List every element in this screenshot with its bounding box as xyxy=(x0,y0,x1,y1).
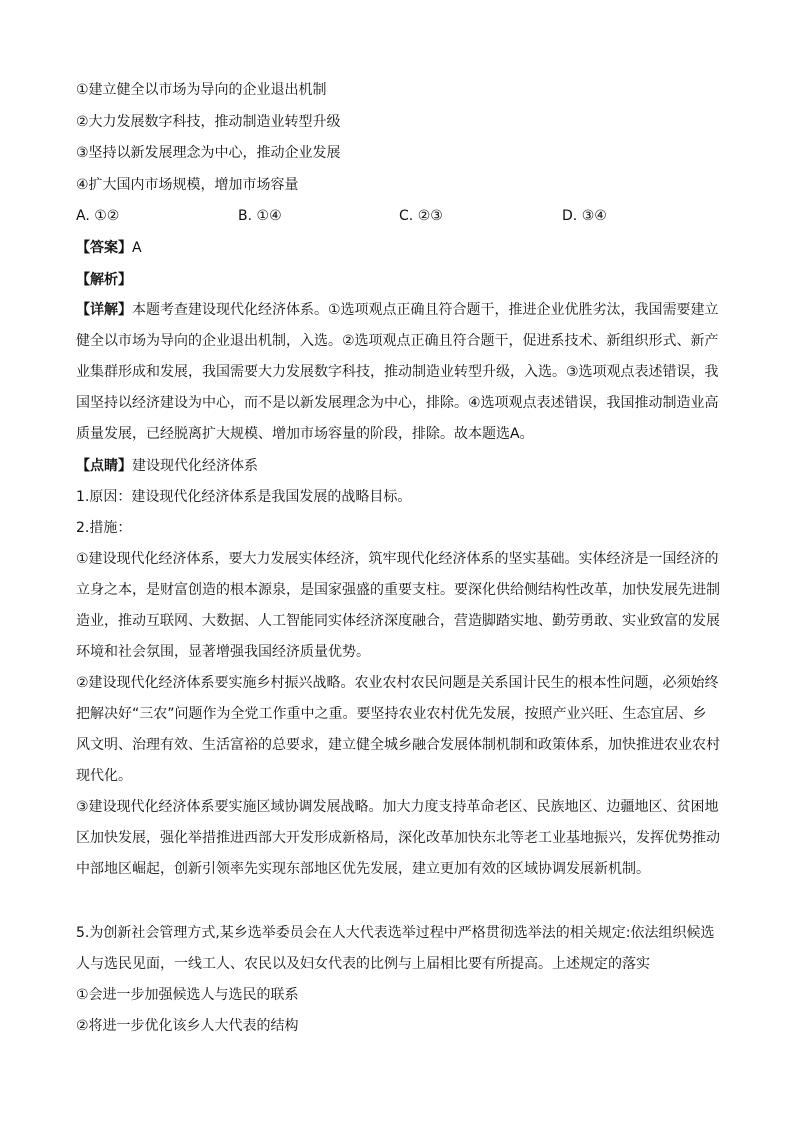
q5-stem-line-2: 人与选民见面，一线工人、农民以及妇女代表的比例与上届相比要有所提高。上述规定的落实 xyxy=(76,956,650,972)
choice-c-value: ②③ xyxy=(417,208,443,224)
choice-a[interactable] xyxy=(76,206,119,226)
tip-line-6: 环境和社会氛围，显著增强我国经济质量优势。 xyxy=(76,644,370,660)
tip-title: 建设现代化经济体系 xyxy=(132,458,258,474)
choice-d[interactable] xyxy=(562,206,607,226)
choice-b-value: ①④ xyxy=(256,208,282,224)
choice-b[interactable] xyxy=(238,206,282,226)
tip-line-4: 立身之本，是财富创造的根本源泉，是国家强盛的重要支柱。要深化供给侧结构性改革，加快发展先进制 xyxy=(76,582,720,598)
choice-a-letter: A. xyxy=(76,208,90,224)
q5-option-1: ①会进一步加强候选人与选民的联系 xyxy=(76,987,299,1003)
q4-choices xyxy=(76,206,716,226)
tip-line-8: 把解决好“三农”问题作为全党工作重中之重。要坚持农业农村优先发展，按照产业兴旺、生态宜居、乡 xyxy=(76,706,707,722)
choice-d-letter: D. xyxy=(562,208,578,224)
tip-line-3: ①建设现代化经济体系，要大力发展实体经济，筑牢现代化经济体系的坚实基础。实体经济是一国经济的 xyxy=(76,551,719,567)
tip-line-10: 现代化。 xyxy=(76,768,132,784)
tip-line-7: ②建设现代化经济体系要实施乡村振兴战略。农业农村农民问题是关系国计民生的根本性问题，必须始终 xyxy=(76,675,719,691)
detail-line-5: 质量发展，已经脱离扩大规模、增加市场容量的阶段，排除。故本题选A。 xyxy=(76,426,534,442)
tip-line-1: 1.原因：建设现代化经济体系是我国发展的战略目标。 xyxy=(76,489,412,505)
q4-option-2: ②大力发展数字科技，推动制造业转型升级 xyxy=(76,114,341,130)
tip-line-13: 中部地区崛起，创新引领率先实现东部地区优先发展，建立更加有效的区域协调发展新机制。 xyxy=(76,861,650,877)
tip-line-9: 风文明、治理有效、生活富裕的总要求，建立健全城乡融合发展体制机制和政策体系，加快推进农业农村 xyxy=(76,737,720,753)
choice-d-value: ③④ xyxy=(581,208,607,224)
detail-line-3: 业集群形成和发展，我国需要大力发展数字科技，推动制造业转型升级，入选。③选项观点表述错误，我 xyxy=(76,364,719,380)
q4-option-4: ④扩大国内市场规模，增加市场容量 xyxy=(76,177,299,193)
tip-line-12: 区加快发展，强化举措推进西部大开发形成新格局，深化改革加快东北等老工业基地振兴，发挥优势推动 xyxy=(76,830,720,846)
choice-c[interactable] xyxy=(399,206,443,226)
detail-text-1: 本题考查建设现代化经济体系。①选项观点正确且符合题干，推进企业优胜劣汰，我国需要建立 xyxy=(132,302,719,318)
answer-value: A xyxy=(132,240,142,256)
tip-line-2: 2.措施： xyxy=(76,520,132,536)
analysis-heading xyxy=(76,270,718,290)
q4-option-3: ③坚持以新发展理念为中心，推动企业发展 xyxy=(76,145,341,161)
choice-b-letter: B. xyxy=(238,208,253,224)
q4-option-1: ①建立健全以市场为导向的企业退出机制 xyxy=(76,82,327,98)
answer-line xyxy=(76,238,718,258)
q5-option-2: ②将进一步优化该乡人大代表的结构 xyxy=(76,1018,299,1034)
detail-label: 【详解】 xyxy=(76,302,132,318)
detail-line-1 xyxy=(76,300,718,320)
q5-stem-line-1: 5.为创新社会管理方式,某乡选举委员会在人大代表选举过程中严格贯彻选举法的相关规定:依法组织候选 xyxy=(76,925,715,941)
tip-label: 【点睛】 xyxy=(76,458,132,474)
choice-c-letter: C. xyxy=(399,208,414,224)
analysis-label: 【解析】 xyxy=(76,272,132,288)
choice-a-value: ①② xyxy=(94,208,120,224)
detail-line-4: 国坚持以经济建设为中心，而不是以新发展理念为中心，排除。④选项观点表述错误，我国推动制造业高 xyxy=(76,395,719,411)
detail-line-2: 健全以市场为导向的企业退出机制，入选。②选项观点正确且符合题干，促进系技术、新组织形式、新产 xyxy=(76,333,719,349)
tip-heading xyxy=(76,456,718,476)
tip-line-5: 造业，推动互联网、大数据、人工智能同实体经济深度融合，营造脚踏实地、勤劳勇敢、实业致富的发展 xyxy=(76,613,720,629)
answer-label: 【答案】 xyxy=(76,240,132,256)
tip-line-11: ③建设现代化经济体系要实施区域协调发展战略。加大力度支持革命老区、民族地区、边疆地区、贫困地 xyxy=(76,799,719,815)
